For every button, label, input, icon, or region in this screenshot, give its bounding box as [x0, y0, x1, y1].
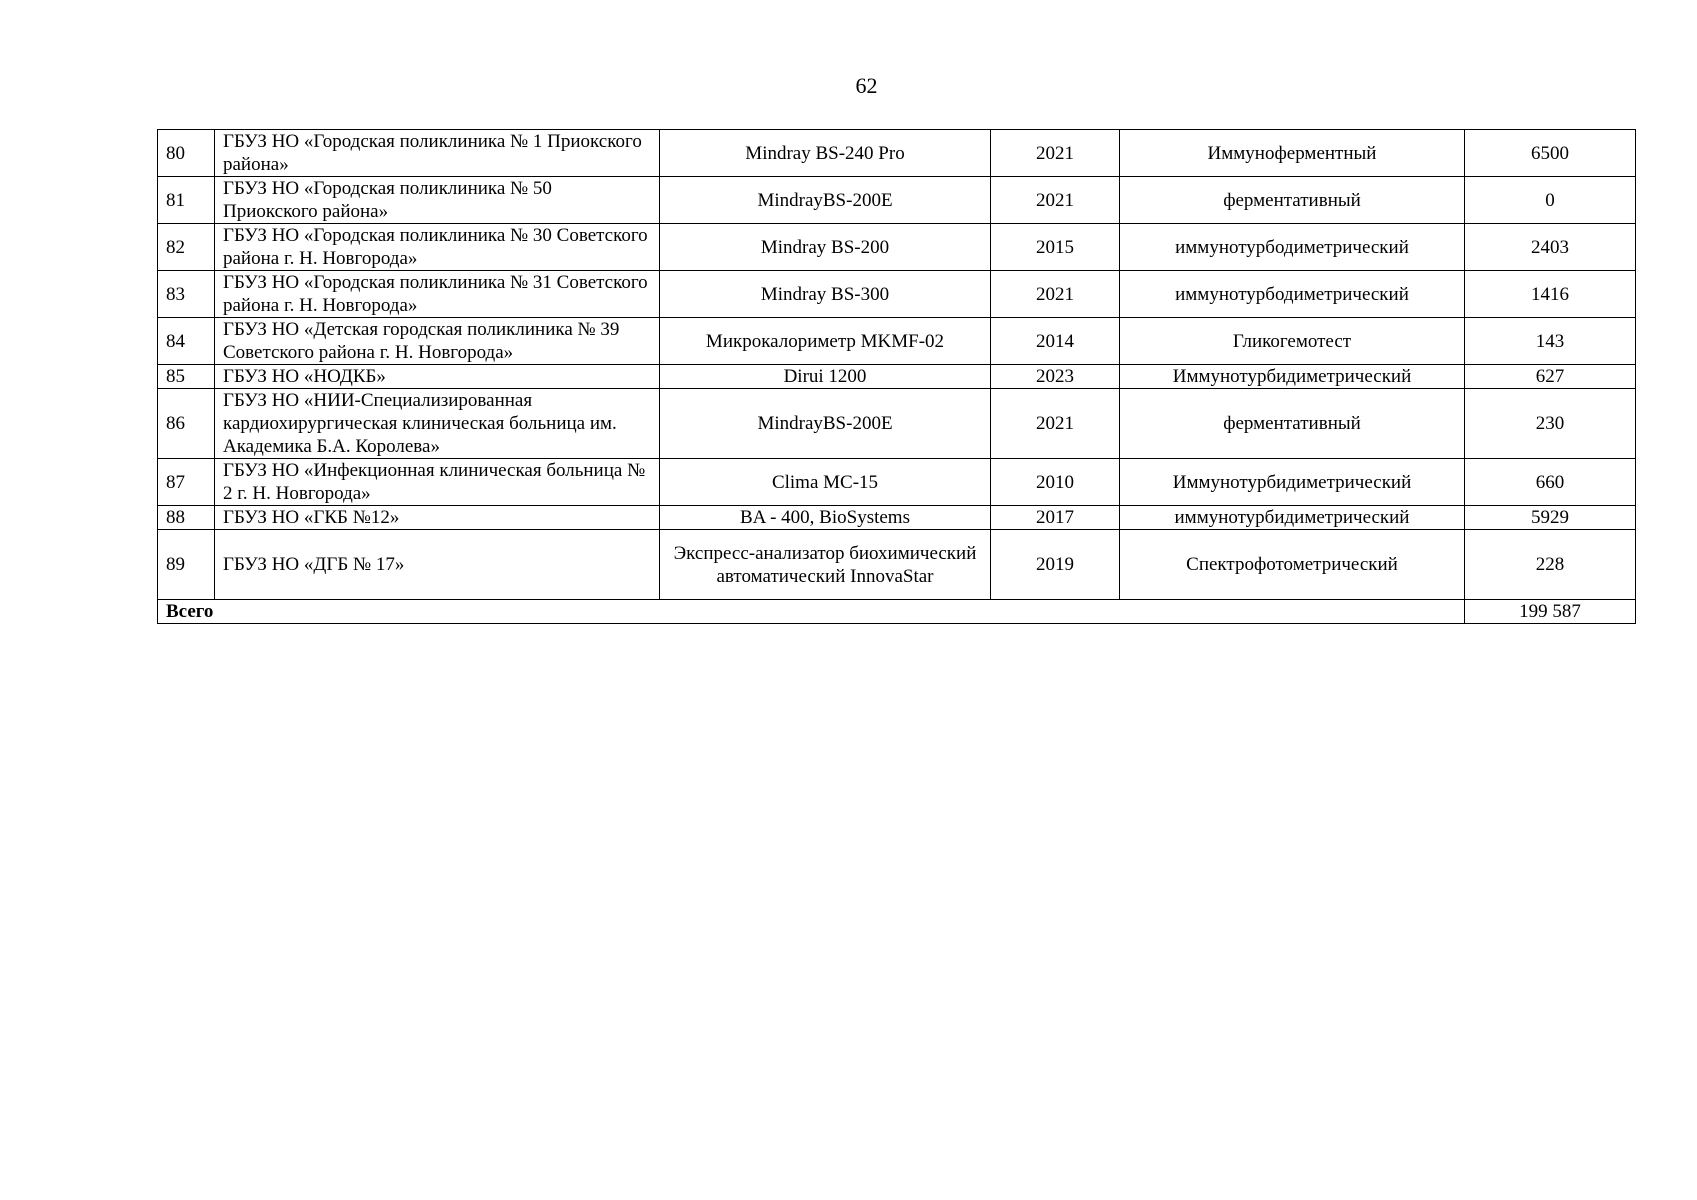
row-number: 81: [158, 177, 215, 224]
table-row: [158, 365, 1636, 389]
method: ферментативный: [1120, 177, 1465, 224]
row-number: 84: [158, 318, 215, 365]
row-number: 88: [158, 506, 215, 530]
year: 2014: [991, 318, 1120, 365]
method: иммунотурбидиметрический: [1120, 506, 1465, 530]
row-number: 82: [158, 224, 215, 271]
count: 230: [1465, 389, 1636, 459]
table-row: [158, 177, 1636, 224]
year: 2017: [991, 506, 1120, 530]
analyzer-model: Mindray BS-300: [660, 271, 991, 318]
count: 1416: [1465, 271, 1636, 318]
row-number: 80: [158, 130, 215, 177]
year: 2021: [991, 389, 1120, 459]
method: Иммунотурбидиметрический: [1120, 459, 1465, 506]
analyzer-model: Mindray BS-200: [660, 224, 991, 271]
method: Гликогемотест: [1120, 318, 1465, 365]
method: Спектрофотометрический: [1120, 530, 1465, 600]
method: Иммуноферментный: [1120, 130, 1465, 177]
year: 2021: [991, 130, 1120, 177]
year: 2021: [991, 177, 1120, 224]
table-row: [158, 530, 1636, 600]
count: 6500: [1465, 130, 1636, 177]
analyzer-model: Микрокалориметр MKMF-02: [660, 318, 991, 365]
analyzer-model: Mindray BS-240 Pro: [660, 130, 991, 177]
count: 5929: [1465, 506, 1636, 530]
method: Иммунотурбидиметрический: [1120, 365, 1465, 389]
table-row: [158, 130, 1636, 177]
method: иммунотурбодиметрический: [1120, 224, 1465, 271]
analyzer-model: Clima MC-15: [660, 459, 991, 506]
organization-name: ГБУЗ НО «НОДКБ»: [215, 365, 660, 389]
row-number: 83: [158, 271, 215, 318]
organization-name: ГБУЗ НО «Городская поликлиника № 1 Приокского района»: [215, 130, 660, 177]
organization-name: ГБУЗ НО «Детская городская поликлиника № 39 Советского района г. Н. Новгорода»: [215, 318, 660, 365]
table-row: [158, 271, 1636, 318]
year: 2023: [991, 365, 1120, 389]
organization-name: ГБУЗ НО «ДГБ № 17»: [215, 530, 660, 600]
year: 2019: [991, 530, 1120, 600]
row-number: 85: [158, 365, 215, 389]
total-row: [158, 600, 1636, 624]
table-row: [158, 224, 1636, 271]
total-count: 199 587: [1465, 600, 1636, 624]
analyzer-model: Экспресс-анализатор биохимический автоматический InnovaStar: [660, 530, 991, 600]
analyzer-model: MindrayBS-200E: [660, 389, 991, 459]
organization-name: ГБУЗ НО «Городская поликлиника № 31 Советского района г. Н. Новгорода»: [215, 271, 660, 318]
year: 2010: [991, 459, 1120, 506]
analyzer-model: MindrayBS-200E: [660, 177, 991, 224]
year: 2021: [991, 271, 1120, 318]
method: иммунотурбодиметрический: [1120, 271, 1465, 318]
equipment-table: [157, 129, 1636, 624]
row-number: 87: [158, 459, 215, 506]
table-row: [158, 318, 1636, 365]
table-row: [158, 389, 1636, 459]
analyzer-model: Dirui 1200: [660, 365, 991, 389]
page-number: 62: [855, 73, 878, 98]
total-label: Всего: [158, 600, 1465, 624]
year: 2015: [991, 224, 1120, 271]
organization-name: ГБУЗ НО «Городская поликлиника № 50 Приокского района»: [215, 177, 660, 224]
organization-name: ГБУЗ НО «НИИ-Специализированная кардиохирургическая клиническая больница им. Академика Б.А. Королева»: [215, 389, 660, 459]
count: 143: [1465, 318, 1636, 365]
count: 627: [1465, 365, 1636, 389]
count: 2403: [1465, 224, 1636, 271]
row-number: 89: [158, 530, 215, 600]
row-number: 86: [158, 389, 215, 459]
count: 0: [1465, 177, 1636, 224]
analyzer-model: BA - 400, BioSystems: [660, 506, 991, 530]
organization-name: ГБУЗ НО «ГКБ №12»: [215, 506, 660, 530]
method: ферментативный: [1120, 389, 1465, 459]
count: 228: [1465, 530, 1636, 600]
organization-name: ГБУЗ НО «Городская поликлиника № 30 Советского района г. Н. Новгорода»: [215, 224, 660, 271]
count: 660: [1465, 459, 1636, 506]
table-row: [158, 506, 1636, 530]
table-row: [158, 459, 1636, 506]
organization-name: ГБУЗ НО «Инфекционная клиническая больница № 2 г. Н. Новгорода»: [215, 459, 660, 506]
